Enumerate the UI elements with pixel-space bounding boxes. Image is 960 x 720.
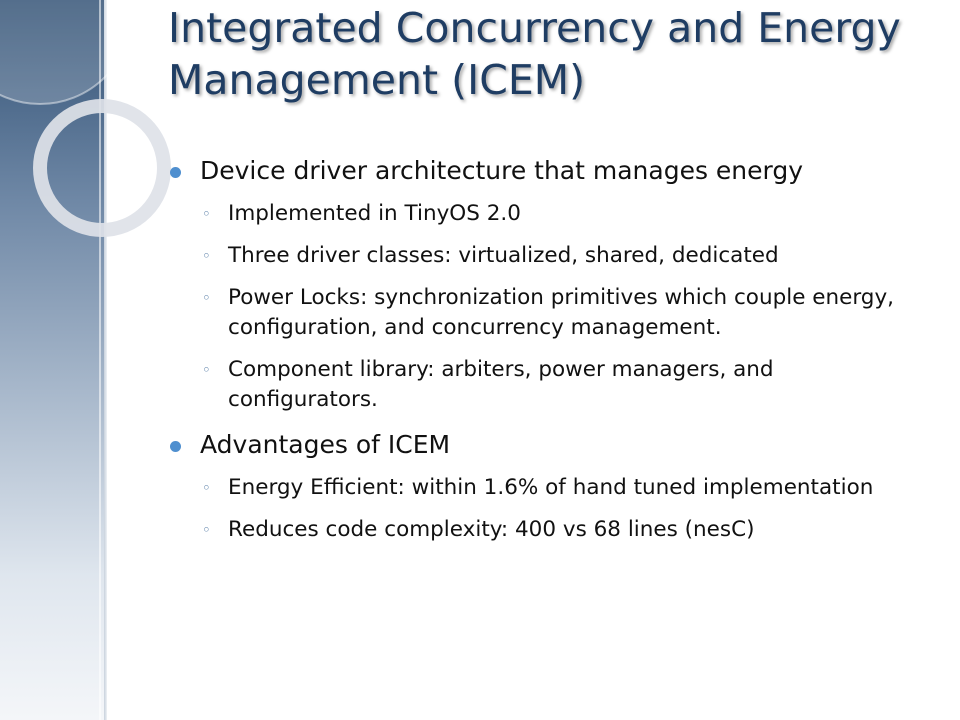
bullet-level2-text: Three driver classes: virtualized, shared, dedicated [228,243,779,268]
bullet-level2 [170,199,930,229]
hollow-circle-bullet-icon: ◦ [202,205,211,223]
bullet-level2-text: Implemented in TinyOS 2.0 [228,201,521,226]
bullet-level2 [170,355,930,415]
large-circle-decoration [0,0,132,104]
hollow-circle-bullet-icon: ◦ [202,247,211,265]
slide-body [170,155,930,557]
bullet-level2 [170,515,930,545]
bullet-level2-text: Energy Efficient: within 1.6% of hand tuned implementation [228,475,874,500]
hollow-circle-bullet-icon: ◦ [202,479,211,497]
bullet-level2 [170,283,930,343]
bullet-level1-text: Advantages of ICEM [200,430,451,459]
hollow-circle-bullet-icon: ◦ [202,361,211,379]
hollow-circle-bullet-icon: ◦ [202,289,211,307]
filled-circle-bullet-icon [170,167,181,178]
slide-title: Integrated Concurrency and Energy Management (ICEM) [168,4,901,104]
bullet-level2-text: Component library: arbiters, power managers, and configurators. [228,357,774,412]
bullet-level1-text: Device driver architecture that manages energy [200,156,804,185]
hollow-circle-bullet-icon: ◦ [202,521,211,539]
bullet-level1 [170,155,930,187]
bullet-level2 [170,473,930,503]
bullet-level1 [170,429,930,461]
bullet-level2-text: Power Locks: synchronization primitives which couple energy, configuration, and concurrency management. [228,285,895,340]
bullet-level2 [170,241,930,271]
bullet-level2-text: Reduces code complexity: 400 vs 68 lines (nesC) [228,517,755,542]
filled-circle-bullet-icon [170,441,181,452]
ring-decoration [40,106,164,230]
